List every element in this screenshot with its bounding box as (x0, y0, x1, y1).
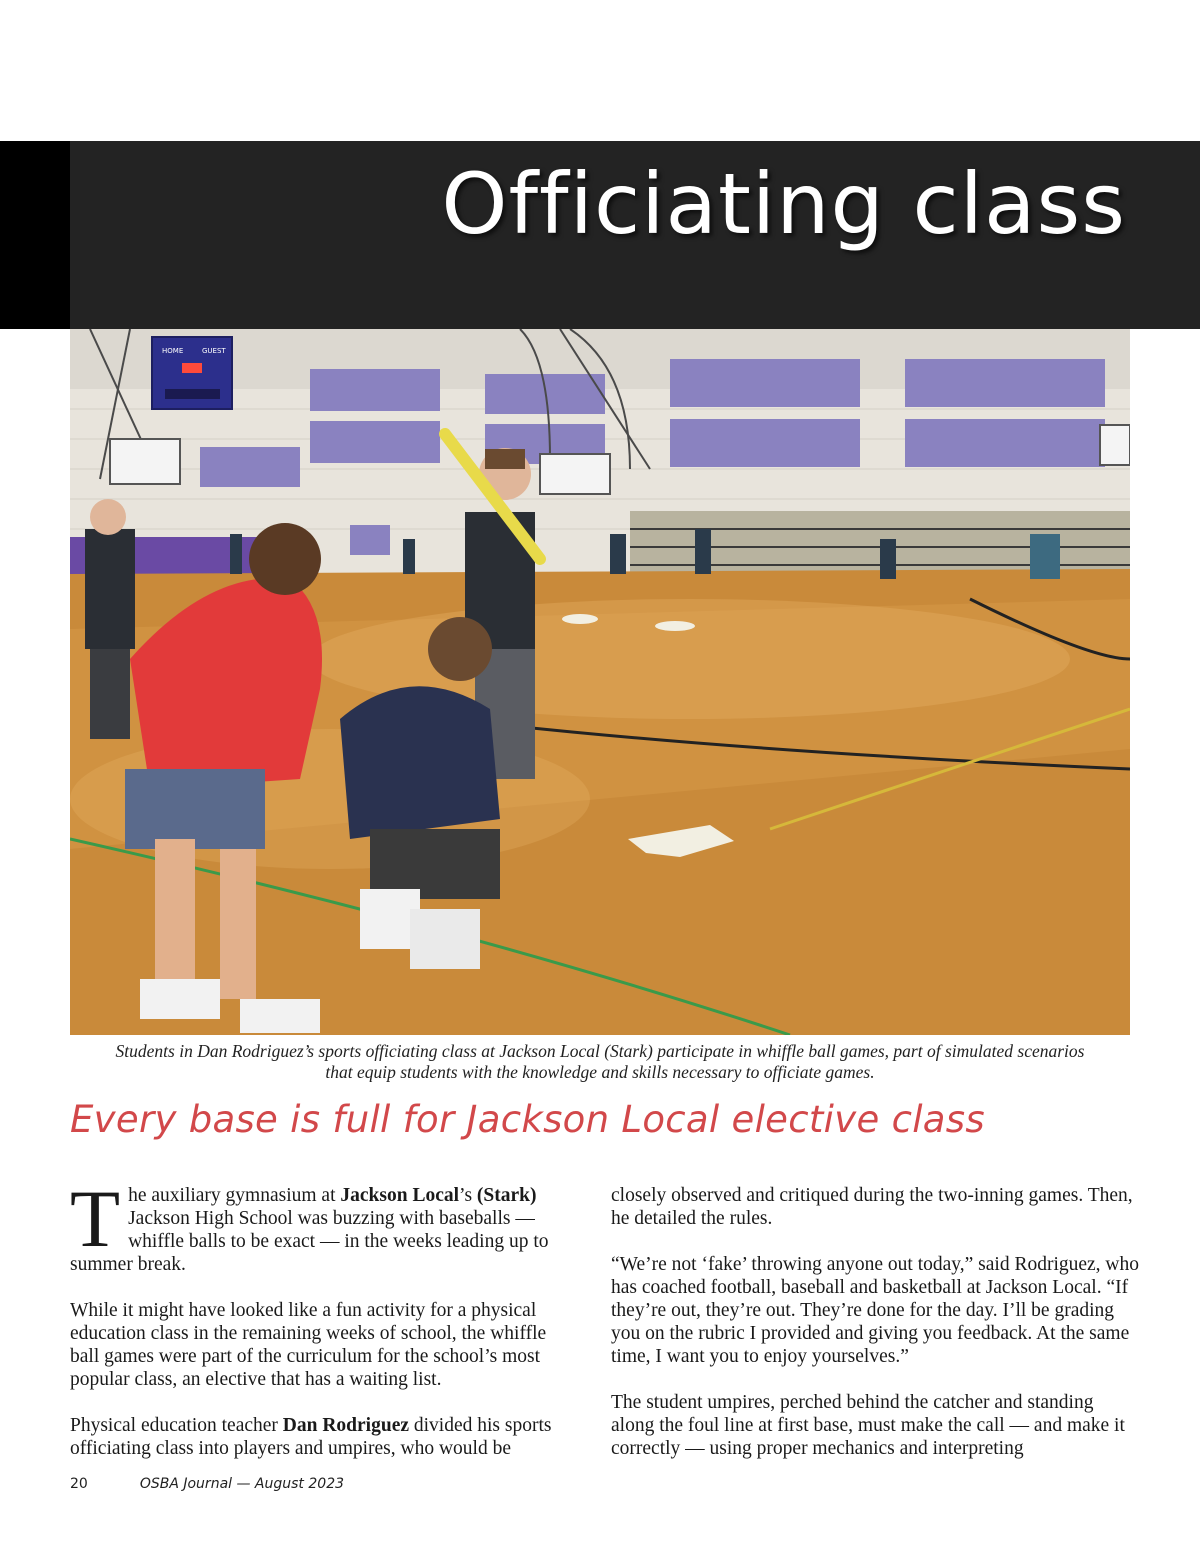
paragraph-6: The student umpires, perched behind the catcher and standing along the foul line at first base, must make the call — and make it correctly — using proper mechanics and interpreting (611, 1392, 1125, 1459)
paragraph-5: “We’re not ‘fake’ throwing anyone out today,” said Rodriguez, who has coached football, baseball and basketball at Jackson Local. “If they’re out, they’re out. They’re done for the day. I’ll be grading you on the rubric I provided and giving you feedback. At the same time, I want you to enjoy yourselves.” (611, 1254, 1140, 1367)
page-title: Officiating class (441, 155, 1126, 253)
caption-line-1: Students in Dan Rodriguez’s sports officiating class at Jackson Local (Stark) participate in whiffle ball games, part of simulated scenarios (115, 1041, 1085, 1061)
paragraph-2: While it might have looked like a fun activity for a physical education class in the remaining weeks of school, the whiffle ball games were part of the curriculum for the school’s most popular class, an elective that has a waiting list. (70, 1300, 547, 1390)
caption-line-2: that equip students with the knowledge and skills necessary to officiate games. (325, 1062, 875, 1082)
title-banner (70, 141, 1200, 329)
photo-caption (60, 1041, 1140, 1083)
paragraph-3: Physical education teacher Dan Rodriguez divided his sports officiating class into players and umpires, who would be (70, 1415, 552, 1459)
scoreboard-home: HOME (162, 347, 184, 355)
publication-name: OSBA Journal — August 2023 (139, 1476, 345, 1492)
page-number: 20 (70, 1476, 88, 1492)
article-column-left (70, 1173, 580, 1483)
paragraph-4: closely observed and critiqued during the two-inning games. Then, he detailed the rules. (611, 1185, 1133, 1229)
article-column-right (611, 1184, 1141, 1483)
paragraph-1: The auxiliary gymnasium at Jackson Local’s (Stark) Jackson High School was buzzing with baseballs — whiffle balls to be exact — in the weeks leading up to summer break. (70, 1173, 549, 1275)
banner-edge (0, 141, 70, 329)
page-footer (70, 1476, 344, 1492)
gym-photo (70, 329, 1130, 1035)
article-subhead: Every base is full for Jackson Local elective class (70, 1098, 985, 1141)
drop-cap: T (70, 1173, 121, 1264)
scoreboard-guest: GUEST (202, 347, 226, 355)
